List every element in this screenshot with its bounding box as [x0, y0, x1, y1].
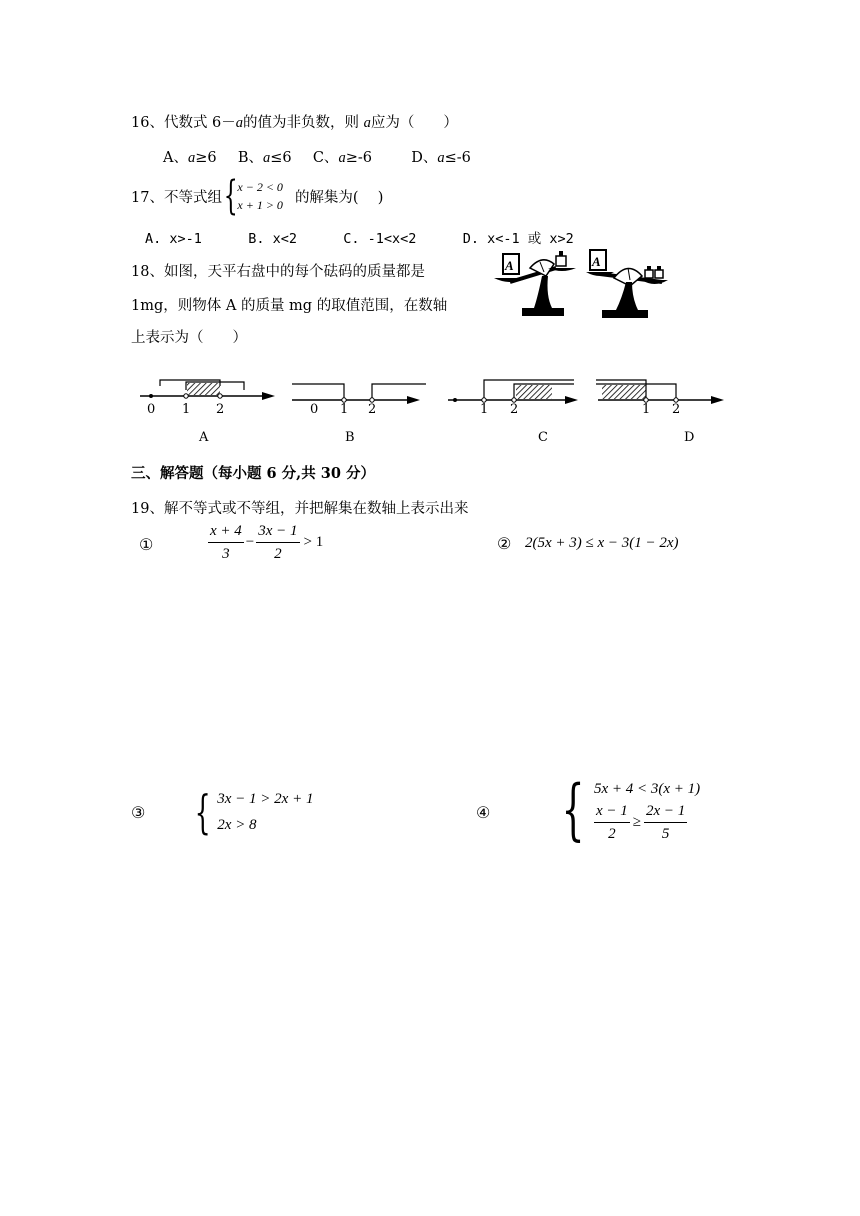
q16-option-b[interactable]: B、a≤6	[237, 150, 292, 166]
q17-stem	[131, 173, 384, 219]
section-3-title: 三、解答题（每小题 6 分,共 30 分）	[131, 465, 376, 482]
q16-option-a[interactable]: A、a≥6	[163, 150, 217, 166]
number-lines-figure	[130, 368, 730, 450]
q19-part4-line2: $\frac{x - 1}{2}$ ≥ $\frac{2x - 1}{5}$	[596, 803, 686, 842]
q19-part1-frac2: $\frac{3x - 1}{2}$	[258, 523, 298, 562]
q18-line3: 上表示为（ ）	[131, 330, 247, 346]
number-line-b	[292, 384, 426, 445]
q19-part1-expr: $\frac{x + 4}{3}$ − $\frac{3x - 1}{2}$ > 1	[210, 523, 324, 562]
q16-var: a	[235, 115, 244, 131]
q18-line1: 18、如图，天平右盘中的每个砝码的质量都是	[131, 264, 425, 280]
balance-scale-right	[586, 250, 668, 318]
q19-part4-line1: 5x + 4 < 3(x + 1)	[594, 781, 701, 797]
svg-text:2: 2	[510, 402, 519, 417]
q19-part2-expr: 2(5x + 3) ≤ x − 3(1 − 2x)	[525, 535, 679, 551]
number-line-a	[140, 380, 275, 445]
q18-line2: 1mg，则物体 A 的质量 mg 的取值范围，在数轴	[131, 298, 448, 314]
svg-text:1: 1	[182, 402, 191, 417]
q17-options	[145, 227, 574, 247]
svg-text:2: 2	[216, 402, 225, 417]
q17-text-b: 的解集为( )	[294, 189, 384, 206]
q19-part4-system: { 5x + 4 < 3(x + 1) $\frac{x - 1}{2}$ ≥ $\frac{2x - 1}{5}$	[561, 770, 701, 848]
q19-part3-line2: 2x > 8	[217, 817, 257, 833]
q19-part3-marker: ③	[131, 803, 146, 822]
q17-sys-line1: x − 2 < 0	[237, 180, 283, 194]
q16-text-c: 应为（ ）	[370, 115, 458, 131]
number-line-a-label: A	[199, 430, 209, 445]
balance-scale-left	[494, 251, 576, 316]
svg-text:1: 1	[480, 402, 489, 417]
number-line-d	[596, 380, 724, 445]
number-line-c-label: C	[538, 430, 548, 445]
q16-option-d[interactable]: D、a≤-6	[411, 150, 471, 166]
q19-part2-marker: ②	[497, 534, 512, 553]
q19-part3-line1: 3x − 1 > 2x + 1	[217, 791, 314, 807]
q16-text-b: 的值为非负数，则	[243, 115, 360, 131]
number-line-d-label: D	[684, 430, 695, 445]
q17-option-c[interactable]: C. -1<x<2	[343, 231, 417, 247]
q19-part1-frac1: $\frac{x + 4}{3}$	[210, 523, 242, 562]
q16-options	[163, 146, 471, 167]
q17-brace: {	[223, 173, 238, 219]
svg-text:2: 2	[368, 402, 377, 417]
svg-text:0: 0	[147, 402, 156, 417]
q17-option-d[interactable]: D. x<-1 或 x>2	[462, 231, 574, 247]
balance-scales-figure	[490, 246, 680, 324]
q16-var2: a	[363, 115, 371, 131]
q19-part1-marker: ①	[139, 535, 154, 554]
q17-sys-line2: x + 1 > 0	[237, 198, 283, 212]
q17-option-a[interactable]: A. x>-1	[145, 231, 202, 247]
number-line-b-label: B	[345, 430, 355, 445]
q16-text-a: 16、代数式 6－	[131, 115, 236, 131]
q17-system	[237, 178, 283, 214]
q19-part4-marker: ④	[476, 803, 491, 822]
q16-option-c[interactable]: C、a≥-6	[312, 150, 372, 166]
q19-part3-system: { 3x − 1 > 2x + 1 2x > 8	[194, 785, 314, 839]
number-line-c	[448, 380, 578, 445]
q19-stem: 19、解不等式或不等组，并把解集在数轴上表示出来	[131, 501, 469, 517]
svg-text:2: 2	[672, 402, 681, 417]
svg-text:A: A	[592, 254, 601, 269]
q16-stem	[131, 111, 458, 132]
svg-text:A: A	[505, 258, 514, 273]
q17-option-b[interactable]: B. x<2	[248, 231, 297, 247]
svg-text:1: 1	[340, 402, 349, 417]
svg-text:1: 1	[642, 402, 651, 417]
svg-text:0: 0	[310, 402, 319, 417]
q17-text-a: 17、不等式组	[131, 189, 222, 206]
